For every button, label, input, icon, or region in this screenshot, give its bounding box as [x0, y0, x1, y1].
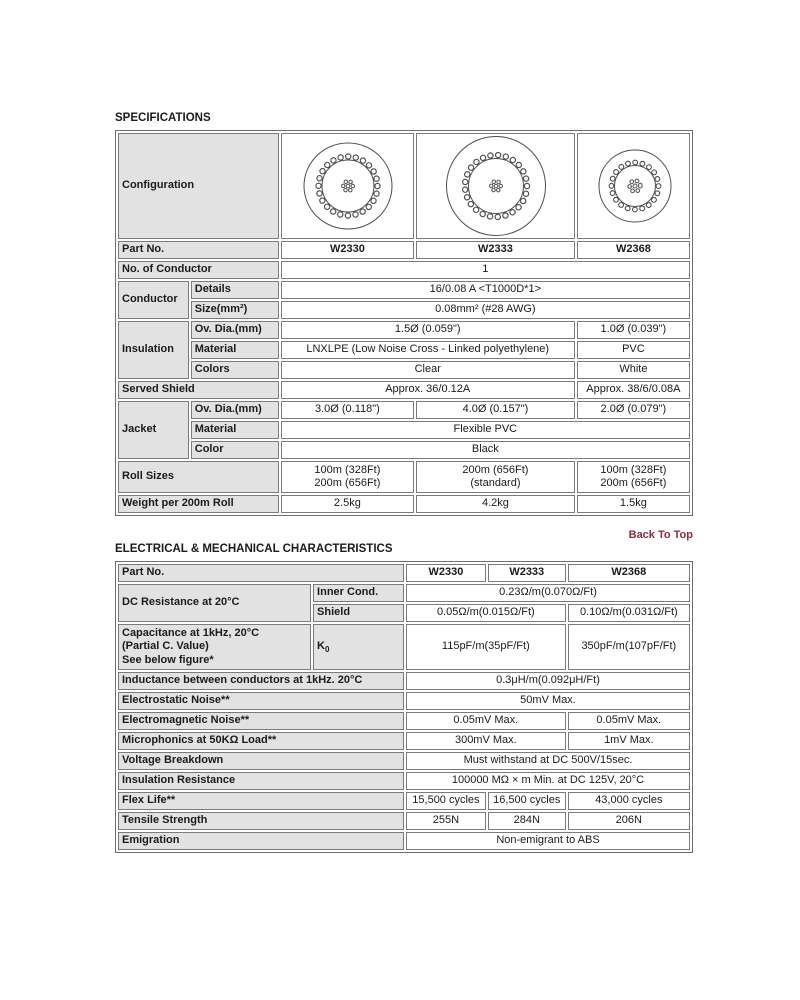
electrical-table: [115, 561, 693, 853]
electrostatic-noise-value: 50mV Max.: [406, 692, 690, 710]
insulation-group-label: Insulation: [118, 321, 189, 379]
part-no-label: Part No.: [118, 241, 279, 259]
roll-size-line: 200m (656Ft): [314, 477, 381, 489]
roll-sizes-w2333: [416, 461, 575, 493]
microphonics-w2330-w2333: 300mV Max.: [406, 732, 566, 750]
dc-resistance-shield-w2330-w2333: 0.05Ω/m(0.015Ω/Ft): [406, 604, 566, 622]
tensile-strength-w2330: 255N: [406, 812, 486, 830]
configuration-label: Configuration: [118, 133, 279, 239]
insulation-material-w2330-w2333: LNXLPE (Low Noise Cross - Linked polyethylene): [281, 341, 575, 359]
capacitance-w2330-w2333: 115pF/m(35pF/Ft): [406, 624, 566, 670]
capacitance-k0-label: [313, 624, 404, 670]
dc-resistance-shield-w2368: 0.10Ω/m(0.031Ω/Ft): [568, 604, 690, 622]
insulation-ovdia-label: Ov. Dia.(mm): [191, 321, 279, 339]
elec-part-no-w2368: W2368: [568, 564, 690, 582]
table-row: [118, 401, 690, 419]
conductor-group-label: Conductor: [118, 281, 189, 319]
conductor-details-label: Details: [191, 281, 279, 299]
table-row: [118, 584, 690, 602]
table-row: [118, 692, 690, 710]
conductor-size-label: Size(mm²): [191, 301, 279, 319]
cable-cross-section-icon: [285, 135, 411, 237]
dc-resistance-label: DC Resistance at 20°C: [118, 584, 311, 622]
flex-life-label: Flex Life**: [118, 792, 404, 810]
dc-resistance-shield-label: Shield: [313, 604, 404, 622]
dc-resistance-inner-value: 0.23Ω/m(0.070Ω/Ft): [406, 584, 690, 602]
no-of-conductor-label: No. of Conductor: [118, 261, 279, 279]
table-row: [118, 832, 690, 850]
table-row: [118, 495, 690, 513]
jacket-group-label: Jacket: [118, 401, 189, 459]
elec-part-no-w2333: W2333: [488, 564, 566, 582]
jacket-ovdia-w2368: 2.0Ø (0.079"): [577, 401, 690, 419]
insulation-material-label: Material: [191, 341, 279, 359]
jacket-color-value: Black: [281, 441, 690, 459]
insulation-material-w2368: PVC: [577, 341, 690, 359]
flex-life-w2330: 15,500 cycles: [406, 792, 486, 810]
insulation-resistance-value: 100000 MΩ × m Min. at DC 125V, 20°C: [406, 772, 690, 790]
insulation-colors-w2368: White: [577, 361, 690, 379]
table-row: [118, 624, 690, 670]
electrical-section-header: [115, 529, 693, 555]
jacket-ovdia-w2333: 4.0Ø (0.157"): [416, 401, 575, 419]
page-content: [115, 112, 693, 853]
flex-life-w2368: 43,000 cycles: [568, 792, 690, 810]
table-row: [118, 241, 690, 259]
microphonics-label: Microphonics at 50KΩ Load**: [118, 732, 404, 750]
electromagnetic-noise-label: Electromagnetic Noise**: [118, 712, 404, 730]
weight-w2330: 2.5kg: [281, 495, 414, 513]
capacitance-label-line: Capacitance at 1kHz, 20°C: [122, 627, 260, 640]
table-row: [118, 564, 690, 582]
roll-size-line: 100m (328Ft): [600, 463, 667, 476]
no-of-conductor-value: 1: [281, 261, 690, 279]
tensile-strength-label: Tensile Strength: [118, 812, 404, 830]
jacket-color-label: Color: [191, 441, 279, 459]
roll-size-line: (standard): [470, 477, 521, 489]
jacket-ovdia-label: Ov. Dia.(mm): [191, 401, 279, 419]
part-no-w2333: W2333: [416, 241, 575, 259]
conductor-details-value: 16/0.08 A <T1000D*1>: [281, 281, 690, 299]
table-row: [118, 421, 690, 439]
configuration-cell-w2368: [577, 133, 690, 239]
table-row: [118, 321, 690, 339]
insulation-resistance-label: Insulation Resistance: [118, 772, 404, 790]
roll-size-line: 200m (656Ft): [462, 463, 529, 476]
voltage-breakdown-value: Must withstand at DC 500V/15sec.: [406, 752, 690, 770]
insulation-colors-label: Colors: [191, 361, 279, 379]
tensile-strength-w2368: 206N: [568, 812, 690, 830]
table-row: [118, 361, 690, 379]
k-symbol: K: [317, 639, 325, 652]
table-row: [118, 672, 690, 690]
part-no-w2330: W2330: [281, 241, 414, 259]
table-row: [118, 133, 690, 239]
emigration-label: Emigration: [118, 832, 404, 850]
electrical-title: ELECTRICAL & MECHANICAL CHARACTERISTICS: [115, 543, 393, 555]
roll-sizes-label: Roll Sizes: [118, 461, 279, 493]
jacket-material-value: Flexible PVC: [281, 421, 690, 439]
jacket-material-label: Material: [191, 421, 279, 439]
conductor-size-value: 0.08mm² (#28 AWG): [281, 301, 690, 319]
weight-w2333: 4.2kg: [416, 495, 575, 513]
capacitance-w2368: 350pF/m(107pF/Ft): [568, 624, 690, 670]
insulation-ovdia-w2330-w2333: 1.5Ø (0.059"): [281, 321, 575, 339]
roll-size-line: 200m (656Ft): [600, 477, 667, 489]
table-row: [118, 341, 690, 359]
insulation-colors-w2330-w2333: Clear: [281, 361, 575, 379]
inductance-value: 0.3μH/m(0.092μH/Ft): [406, 672, 690, 690]
table-row: [118, 301, 690, 319]
table-row: [118, 441, 690, 459]
jacket-ovdia-w2330: 3.0Ø (0.118"): [281, 401, 414, 419]
flex-life-w2333: 16,500 cycles: [488, 792, 566, 810]
specifications-title: SPECIFICATIONS: [115, 112, 211, 124]
served-shield-w2330-w2333: Approx. 36/0.12A: [281, 381, 575, 399]
voltage-breakdown-label: Voltage Breakdown: [118, 752, 404, 770]
table-row: [118, 261, 690, 279]
table-row: [118, 381, 690, 399]
configuration-cell-w2330: [281, 133, 414, 239]
table-row: [118, 792, 690, 810]
roll-sizes-w2330: [281, 461, 414, 493]
cable-cross-section-icon: [420, 135, 572, 237]
electromagnetic-noise-w2368: 0.05mV Max.: [568, 712, 690, 730]
dc-resistance-inner-label: Inner Cond.: [313, 584, 404, 602]
inductance-label: Inductance between conductors at 1kHz. 20°C: [118, 672, 404, 690]
table-row: [118, 281, 690, 299]
table-row: [118, 772, 690, 790]
configuration-cell-w2333: [416, 133, 575, 239]
roll-size-line: 100m (328Ft): [314, 463, 381, 476]
emigration-value: Non-emigrant to ABS: [406, 832, 690, 850]
served-shield-label: Served Shield: [118, 381, 279, 399]
insulation-ovdia-w2368: 1.0Ø (0.039"): [577, 321, 690, 339]
specifications-table: [115, 130, 693, 516]
k-subscript: 0: [325, 644, 330, 654]
table-row: [118, 812, 690, 830]
cable-cross-section-icon: [581, 135, 689, 237]
elec-part-no-label: Part No.: [118, 564, 404, 582]
table-row: [118, 712, 690, 730]
table-row: [118, 752, 690, 770]
tensile-strength-w2333: 284N: [488, 812, 566, 830]
capacitance-label-line: See below figure*: [122, 653, 214, 666]
weight-label: Weight per 200m Roll: [118, 495, 279, 513]
electromagnetic-noise-w2330-w2333: 0.05mV Max.: [406, 712, 566, 730]
roll-sizes-w2368: [577, 461, 690, 493]
table-row: [118, 732, 690, 750]
served-shield-w2368: Approx. 38/6/0.08A: [577, 381, 690, 399]
back-to-top-link[interactable]: Back To Top: [628, 529, 693, 541]
electrostatic-noise-label: Electrostatic Noise**: [118, 692, 404, 710]
elec-part-no-w2330: W2330: [406, 564, 486, 582]
capacitance-label-line: (Partial C. Value): [122, 640, 209, 653]
weight-w2368: 1.5kg: [577, 495, 690, 513]
table-row: [118, 461, 690, 493]
microphonics-w2368: 1mV Max.: [568, 732, 690, 750]
part-no-w2368: W2368: [577, 241, 690, 259]
capacitance-label: [118, 624, 311, 670]
